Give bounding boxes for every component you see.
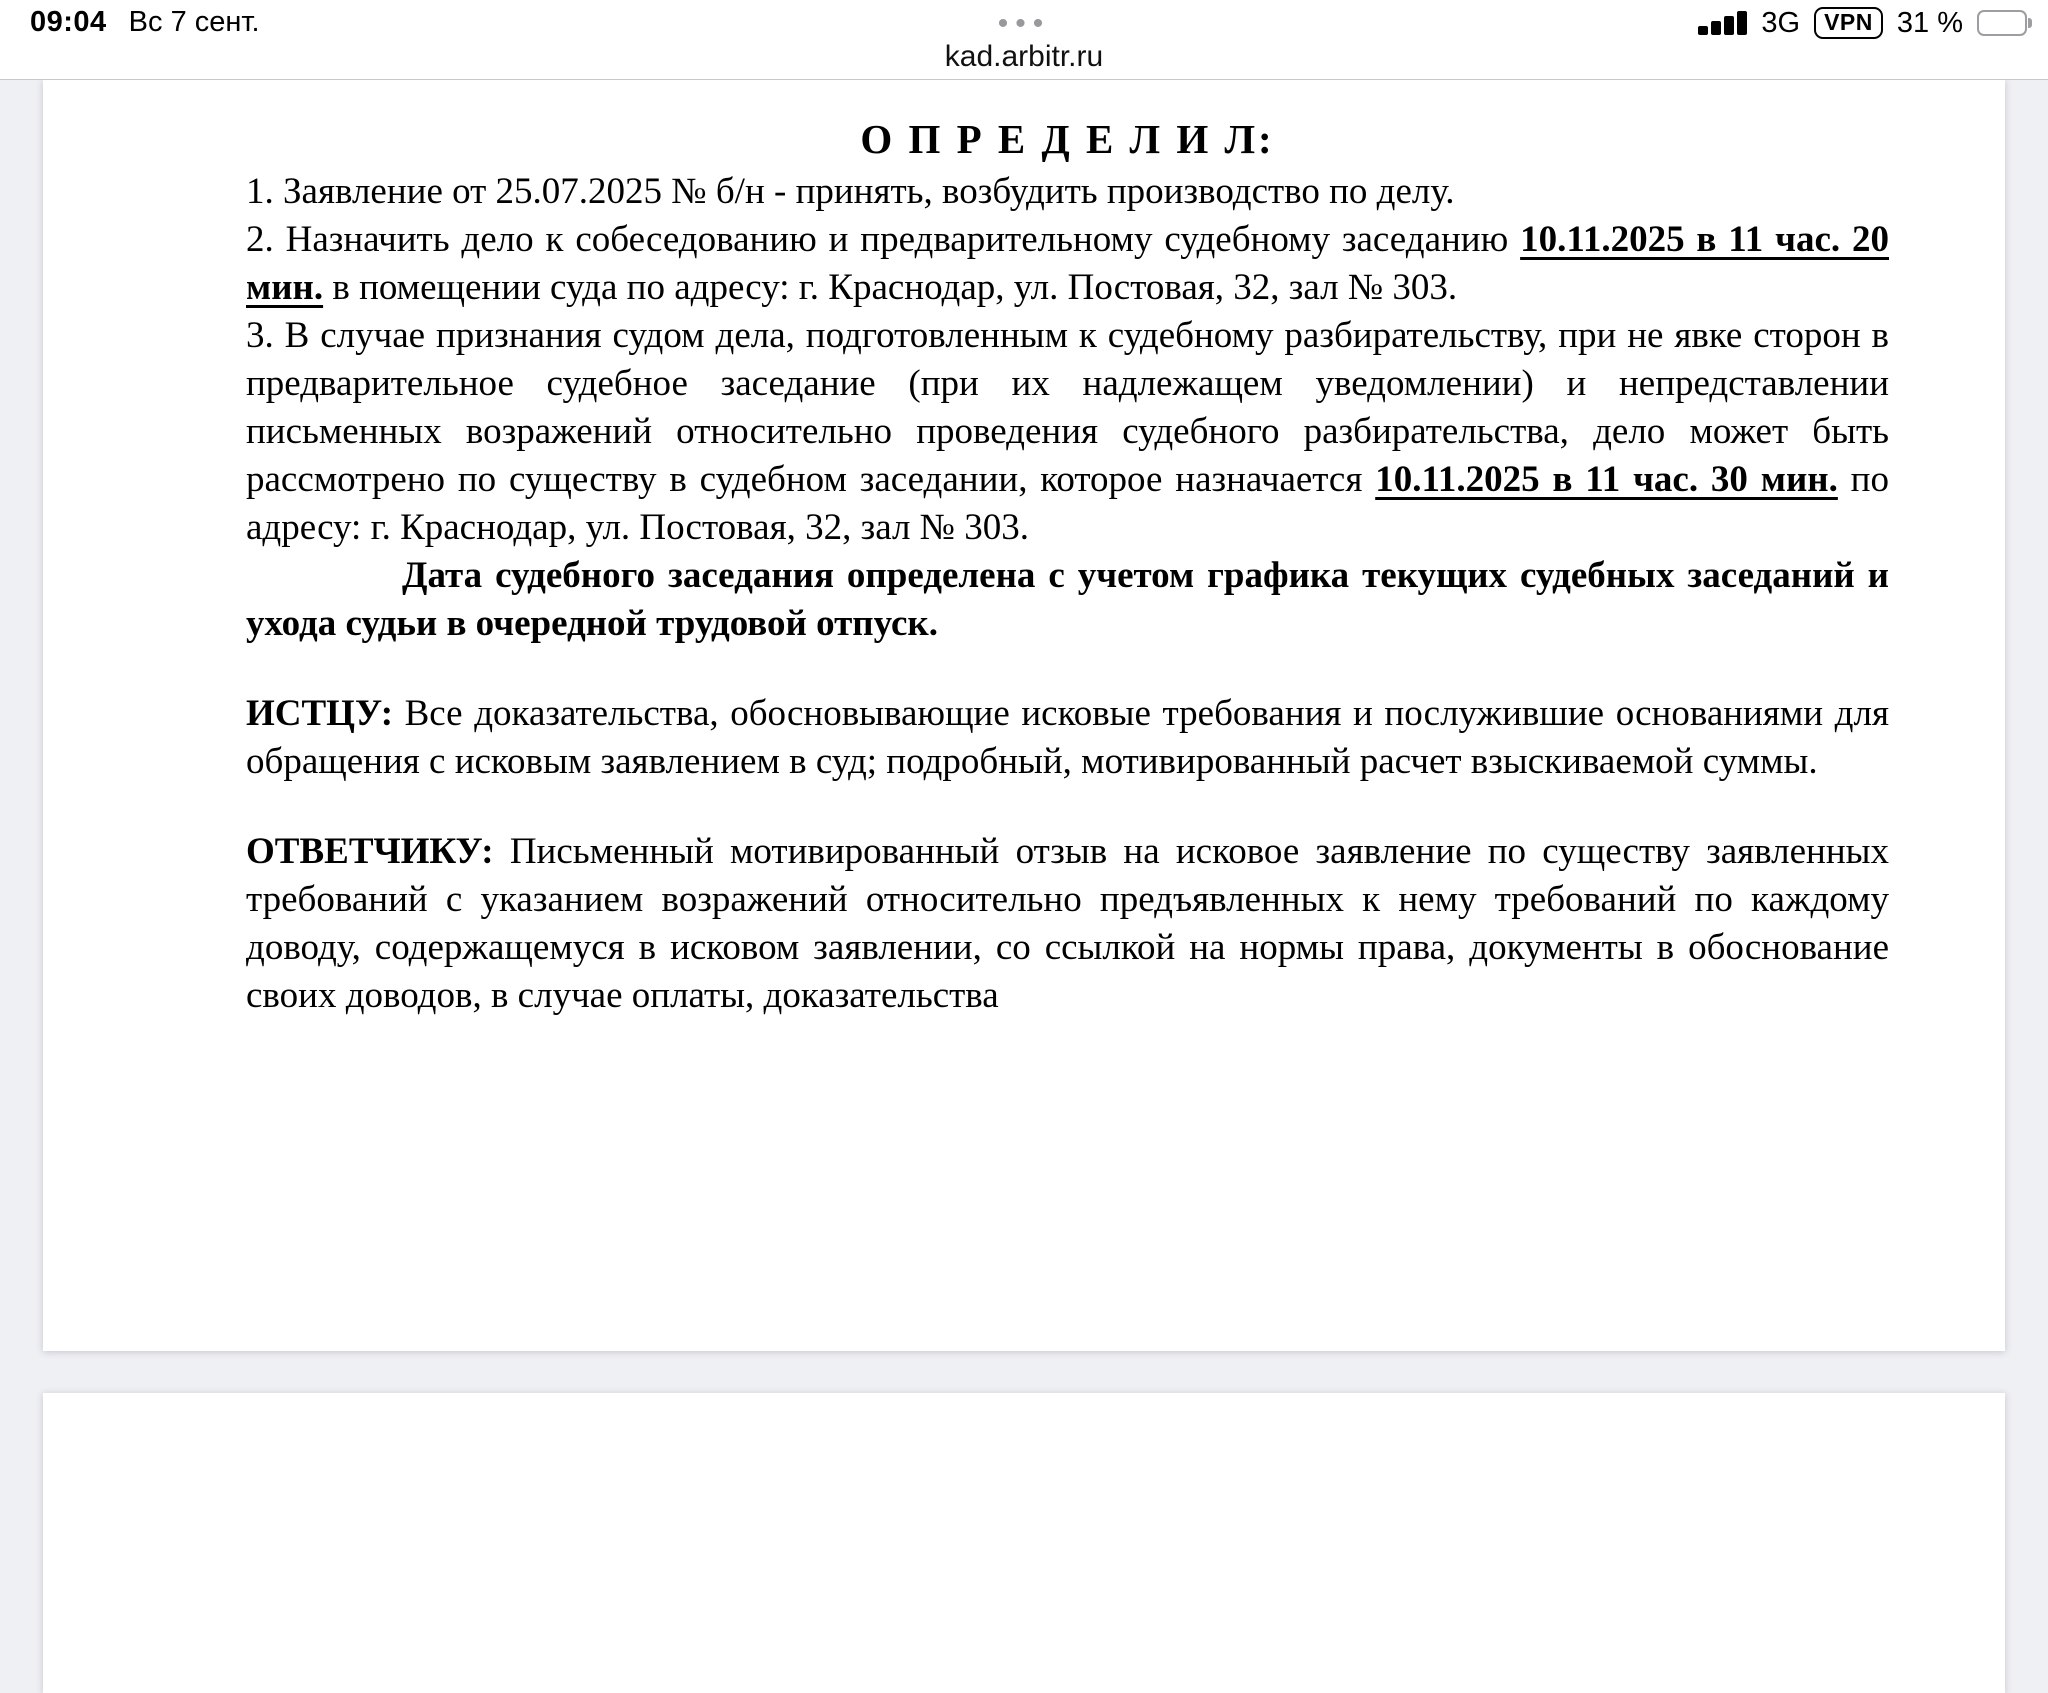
status-right-group <box>1698 8 2032 38</box>
battery-cap <box>2028 18 2032 28</box>
page-options-dots-icon[interactable]: ••• <box>997 7 1051 40</box>
document-paragraph: 3. В случае признания судом дела, подготовленным к судебному разбирательству, при не явке сторон в предварительное судебное заседание (при их надлежащем уведомлении) и непредставлении письменных возражений относительно проведения судебного разбирательства, дело может быть рассмотрено по существу в судебном заседании, которое назначается 10.11.2025 в 11 час. 30 мин. по адресу: г. Краснодар, ул. Постовая, 32, зал № 303. <box>246 315 1889 548</box>
vpn-badge: VPN <box>1814 7 1883 39</box>
document-scroll-area[interactable] <box>0 80 2048 1536</box>
clock-label: 09:04 <box>30 5 107 38</box>
document-paragraph: 2. Назначить дело к собеседованию и предварительному судебному заседанию 10.11.2025 в 11 час. 20 мин. в помещении суда по адресу: г. Краснодар, ул. Постовая, 32, зал № 303. <box>246 219 1890 308</box>
status-left-group <box>30 6 260 38</box>
battery-percent-label: 31 % <box>1896 6 1963 39</box>
battery-icon <box>1977 10 2032 36</box>
document-paragraph: ОТВЕТЧИКУ: Письменный мотивированный отзыв на исковое заявление по существу заявленных требований с указанием возражений относительно предъявленных к нему требований по каждому доводу, содержащемуся в исковом заявлении, со ссылкой на нормы права, документы в обоснование своих доводов, в случае оплаты, доказательства <box>246 831 1889 1016</box>
document-paragraph: Дата судебного заседания определена с учетом графика текущих судебных заседаний и ухода судьи в очередной трудовой отпуск. <box>246 555 1889 644</box>
browser-status-header <box>0 0 2048 80</box>
document-paragraph: 1. Заявление от 25.07.2025 № б/н - принять, возбудить производство по делу. <box>246 171 1455 212</box>
domain-label[interactable]: kad.arbitr.ru <box>944 40 1104 73</box>
document-page-1 <box>43 80 2005 1351</box>
date-label: Вс 7 сент. <box>128 5 260 38</box>
cellular-signal-icon <box>1698 9 1747 37</box>
document-paragraph: ИСТЦУ: Все доказательства, обосновывающие исковые требования и послужившие основаниями для обращения с исковым заявлением в суд; подробный, мотивированный расчет взыскиваемой суммы. <box>246 693 1889 782</box>
document-paragraphs <box>246 168 1889 1020</box>
network-type-label: 3G <box>1761 6 1801 39</box>
document-page-2 <box>43 1393 2005 1693</box>
document-title: О П Р Е Д Е Л И Л: <box>860 116 1275 162</box>
